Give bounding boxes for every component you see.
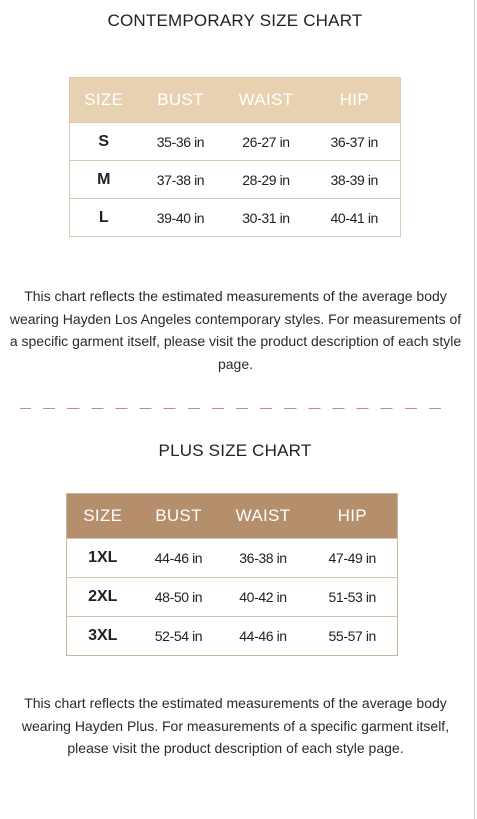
column-header-bust: BUST	[157, 90, 204, 109]
size-cell: 3XL	[67, 617, 139, 656]
plus-chart-note: This chart reflects the estimated measurements of the average body wearing Hayden Plus. For measurements of a specific garment itself, please visit the product description of each style page.	[21, 695, 450, 757]
plus-size-table	[66, 493, 398, 656]
hip-cell: 47-49 in	[308, 539, 398, 578]
size-cell: S	[70, 123, 138, 161]
column-header-hip: HIP	[339, 90, 369, 109]
bust-cell: 48-50 in	[139, 578, 219, 617]
waist-cell: 30-31 in	[224, 199, 309, 237]
contemporary-size-chart-title: CONTEMPORARY SIZE CHART	[107, 11, 363, 30]
table-header-row	[70, 78, 401, 123]
table-row	[67, 617, 398, 656]
column-header-waist: WAIST	[235, 506, 291, 525]
page-edge-rule	[474, 0, 475, 819]
size-cell: 2XL	[67, 578, 139, 617]
size-cell: 1XL	[67, 539, 139, 578]
column-header-bust: BUST	[155, 506, 202, 525]
bust-cell: 37-38 in	[138, 161, 224, 199]
column-header-size: SIZE	[84, 90, 124, 109]
size-cell: L	[70, 199, 138, 237]
table-row	[70, 199, 401, 237]
hip-cell: 36-37 in	[309, 123, 401, 161]
column-header-hip: HIP	[337, 506, 367, 525]
plus-size-chart-title: PLUS SIZE CHART	[158, 441, 312, 460]
size-cell: M	[70, 161, 138, 199]
bust-cell: 35-36 in	[138, 123, 224, 161]
hip-cell: 38-39 in	[309, 161, 401, 199]
table-row	[67, 578, 398, 617]
hip-cell: 51-53 in	[308, 578, 398, 617]
section-divider	[20, 408, 452, 409]
hip-cell: 40-41 in	[309, 199, 401, 237]
table-row	[67, 539, 398, 578]
waist-cell: 36-38 in	[219, 539, 308, 578]
contemporary-size-table	[69, 77, 401, 237]
table-row	[70, 123, 401, 161]
hip-cell: 55-57 in	[308, 617, 398, 656]
column-header-size: SIZE	[83, 506, 123, 525]
waist-cell: 44-46 in	[219, 617, 308, 656]
bust-cell: 44-46 in	[139, 539, 219, 578]
contemporary-chart-note: This chart reflects the estimated measurements of the average body wearing Hayden Los Angeles contemporary styles. For measurements of a specific garment itself, please visit the product description of each style page.	[9, 288, 462, 373]
bust-cell: 52-54 in	[139, 617, 219, 656]
waist-cell: 26-27 in	[224, 123, 309, 161]
column-header-waist: WAIST	[238, 90, 294, 109]
waist-cell: 40-42 in	[219, 578, 308, 617]
waist-cell: 28-29 in	[224, 161, 309, 199]
bust-cell: 39-40 in	[138, 199, 224, 237]
table-header-row	[67, 494, 398, 539]
table-row	[70, 161, 401, 199]
